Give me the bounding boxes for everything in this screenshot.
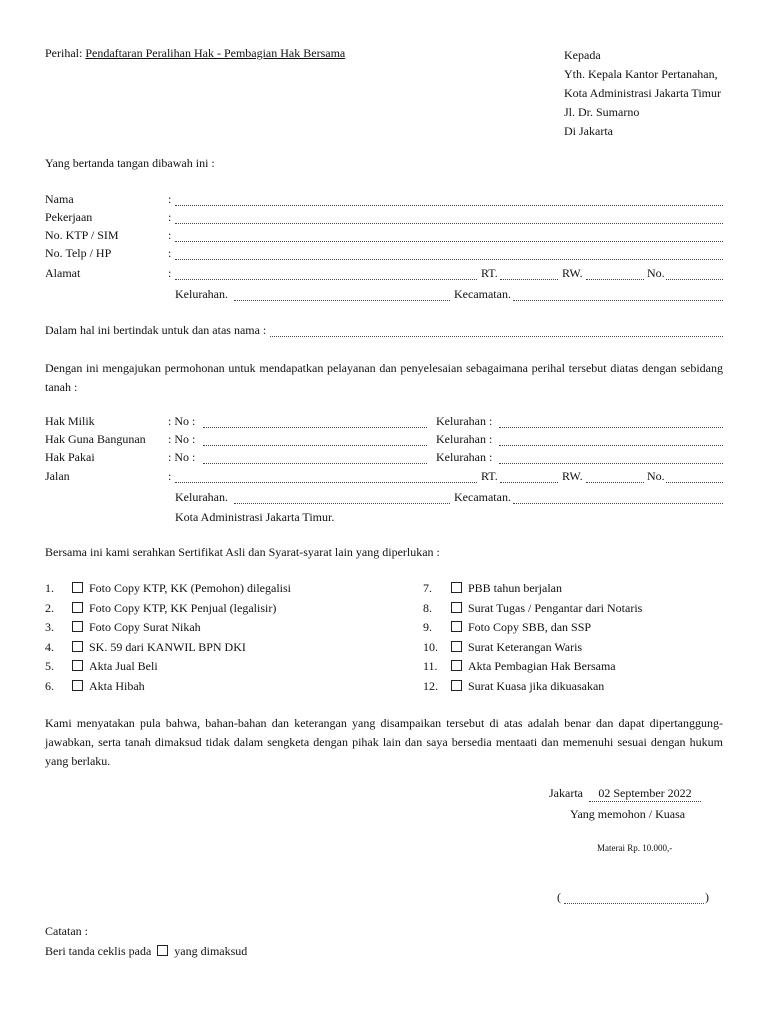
checkbox-icon xyxy=(157,945,168,956)
rw-label: RW. xyxy=(562,469,583,483)
acting-for-field[interactable] xyxy=(270,336,723,337)
signature-role: Yang memohon / Kuasa xyxy=(570,807,686,821)
checklist-item xyxy=(423,579,642,599)
land-right-label: Hak Pakai xyxy=(45,450,95,464)
land-right-no-label: : No : xyxy=(168,432,196,446)
field-label-alamat: Alamat xyxy=(45,266,81,280)
checkbox-icon[interactable] xyxy=(451,582,462,593)
no-label: No. xyxy=(647,266,665,280)
hgb-kelurahan-field[interactable] xyxy=(499,445,723,446)
rt-label: RT. xyxy=(481,469,498,483)
land-right-kel-label: Kelurahan : xyxy=(436,432,493,446)
no-field[interactable] xyxy=(666,279,723,280)
notes-line xyxy=(45,944,247,959)
signature-name-field[interactable] xyxy=(564,903,704,904)
checkbox-icon[interactable] xyxy=(451,680,462,691)
item-text: Akta Pembagian Hak Bersama xyxy=(468,659,616,674)
kecamatan-label: Kecamatan. xyxy=(454,490,511,504)
checklist-item xyxy=(45,579,291,599)
hak-milik-no-field[interactable] xyxy=(203,427,427,428)
field-colon: : xyxy=(168,266,172,280)
item-number: 9. xyxy=(423,620,432,635)
address-line: Di Jakarta xyxy=(564,124,613,138)
item-text: Surat Keterangan Waris xyxy=(468,639,583,654)
kelurahan-label: Kelurahan. xyxy=(175,490,228,504)
field-label-nama: Nama xyxy=(45,192,74,206)
item-text: Foto Copy SBB, dan SSP xyxy=(468,620,592,635)
checklist-item xyxy=(423,618,642,638)
field-colon: : xyxy=(168,192,172,206)
item-number: 2. xyxy=(45,600,54,615)
item-number: 6. xyxy=(45,678,54,693)
checklist-item xyxy=(423,677,642,697)
address-line: Kota Administrasi Jakarta Timur xyxy=(564,86,721,100)
field-colon: : xyxy=(168,246,172,260)
open-paren: ( xyxy=(557,890,561,904)
checklist-item xyxy=(45,618,291,638)
address-line: Yth. Kepala Kantor Pertanahan, xyxy=(564,67,718,81)
rt-field[interactable] xyxy=(500,279,558,280)
item-number: 11. xyxy=(423,659,438,674)
item-text: PBB tahun berjalan xyxy=(468,581,562,595)
checkbox-icon[interactable] xyxy=(451,602,462,613)
jalan-field[interactable] xyxy=(175,482,477,483)
checkbox-icon[interactable] xyxy=(451,621,462,632)
item-text: Foto Copy KTP, KK Penjual (legalisir) xyxy=(89,600,277,615)
item-text: Akta Jual Beli xyxy=(89,659,158,674)
land-right-label: Hak Milik xyxy=(45,414,95,428)
checklist-item xyxy=(45,599,291,619)
item-number: 8. xyxy=(423,600,432,615)
item-number: 4. xyxy=(45,639,54,654)
checklist-item xyxy=(423,638,642,658)
item-text: Foto Copy Surat Nikah xyxy=(89,620,201,635)
close-paren: ) xyxy=(705,890,709,904)
kelurahan-label: Kelurahan. xyxy=(175,287,228,301)
recipient-address xyxy=(564,46,721,141)
field-colon: : xyxy=(168,469,172,483)
land-right-no-label: : No : xyxy=(168,450,196,464)
checkbox-icon[interactable] xyxy=(451,660,462,671)
notes-text-before: Beri tanda ceklis pada xyxy=(45,944,152,958)
hak-pakai-kelurahan-field[interactable] xyxy=(499,463,723,464)
kelurahan-field[interactable] xyxy=(234,300,450,301)
no-label: No. xyxy=(647,469,665,483)
checkbox-icon[interactable] xyxy=(72,660,83,671)
checkbox-icon[interactable] xyxy=(72,621,83,632)
checklist-left xyxy=(45,579,291,697)
rw-label: RW. xyxy=(562,266,583,280)
hak-pakai-no-field[interactable] xyxy=(203,463,427,464)
acting-for-label: Dalam hal ini bertindak untuk dan atas nama : xyxy=(45,323,267,337)
land-right-label: Hak Guna Bangunan xyxy=(45,432,146,446)
checklist-item xyxy=(45,677,291,697)
nama-field[interactable] xyxy=(175,205,723,206)
item-number: 7. xyxy=(423,581,432,595)
checkbox-icon[interactable] xyxy=(72,641,83,652)
item-text: Foto Copy KTP, KK (Pemohon) dilegalisi xyxy=(89,581,292,595)
checkbox-icon[interactable] xyxy=(72,680,83,691)
item-text: Akta Hibah xyxy=(89,678,145,693)
checklist-item xyxy=(423,599,642,619)
land-right-kel-label: Kelurahan : xyxy=(436,414,493,428)
intro-text: Yang bertanda tangan dibawah ini : xyxy=(45,156,215,170)
item-number: 12. xyxy=(423,678,438,693)
jalan-kecamatan-field[interactable] xyxy=(513,503,723,504)
alamat-field[interactable] xyxy=(175,279,477,280)
request-paragraph: Dengan ini mengajukan permohonan untuk mendapatkan pelayanan dan penyelesaian sebagaimana perihal tersebut diatas dengan sebidang tanah : xyxy=(45,361,723,394)
field-colon: : xyxy=(168,228,172,242)
checkbox-icon[interactable] xyxy=(72,582,83,593)
hak-milik-kelurahan-field[interactable] xyxy=(499,427,723,428)
checklist-item xyxy=(45,657,291,677)
field-colon: : xyxy=(168,210,172,224)
field-label-ktp: No. KTP / SIM xyxy=(45,228,119,242)
checkbox-icon[interactable] xyxy=(451,641,462,652)
field-label-telp: No. Telp / HP xyxy=(45,246,112,260)
item-text: Surat Kuasa jika dikuasakan xyxy=(468,678,605,693)
ktp-field[interactable] xyxy=(175,241,723,242)
statement-paragraph: Kami menyatakan pula bahwa, bahan-bahan dan keterangan yang disampaikan tersebut di atas adalah benar dan dapat dipertanggung-jawabkan, serta tanah dimaksud tidak dalam sengketa dengan pihak lain dan saya bersedia mentaati dan memenuhi sesuai dengan hukum yang berlaku. xyxy=(45,716,723,768)
item-number: 5. xyxy=(45,659,54,674)
item-number: 10. xyxy=(423,639,438,654)
address-line: Jl. Dr. Sumarno xyxy=(564,105,640,119)
checklist-right xyxy=(423,579,642,697)
telp-field[interactable] xyxy=(175,259,723,260)
item-text: SK. 59 dari KANWIL BPN DKI xyxy=(89,639,246,654)
land-right-kel-label: Kelurahan : xyxy=(436,450,493,464)
field-label-pekerjaan: Pekerjaan xyxy=(45,210,93,224)
signature-date[interactable]: 02 September 2022 xyxy=(589,786,701,802)
materai-label: Materai Rp. 10.000,- xyxy=(597,843,673,853)
perihal-value: Pendaftaran Peralihan Hak - Pembagian Hak Bersama xyxy=(85,46,346,60)
item-text: Surat Tugas / Pengantar dari Notaris xyxy=(468,600,643,615)
signature-city: Jakarta xyxy=(549,786,583,800)
kecamatan-label: Kecamatan. xyxy=(454,287,511,301)
jalan-label: Jalan xyxy=(45,469,70,483)
jalan-rt-field[interactable] xyxy=(500,482,558,483)
jalan-kelurahan-field[interactable] xyxy=(234,503,450,504)
item-number: 3. xyxy=(45,620,54,635)
address-line: Kepada xyxy=(564,48,601,62)
land-right-no-label: : No : xyxy=(168,414,196,428)
checklist-item xyxy=(423,657,642,677)
item-number: 1. xyxy=(45,581,54,595)
pekerjaan-field[interactable] xyxy=(175,223,723,224)
checkbox-icon[interactable] xyxy=(72,602,83,613)
jalan-no-field[interactable] xyxy=(666,482,723,483)
perihal-label: Perihal: xyxy=(45,46,83,60)
submit-text: Bersama ini kami serahkan Sertifikat Asli dan Syarat-syarat lain yang diperlukan : xyxy=(45,545,440,559)
perihal-line xyxy=(45,46,345,61)
rt-label: RT. xyxy=(481,266,498,280)
hgb-no-field[interactable] xyxy=(203,445,427,446)
rw-field[interactable] xyxy=(586,279,644,280)
kecamatan-field[interactable] xyxy=(513,300,723,301)
checklist-item xyxy=(45,638,291,658)
jalan-rw-field[interactable] xyxy=(586,482,644,483)
notes-text-after: yang dimaksud xyxy=(174,944,248,958)
kota-line: Kota Administrasi Jakarta Timur. xyxy=(175,510,335,524)
notes-title: Catatan : xyxy=(45,924,88,938)
